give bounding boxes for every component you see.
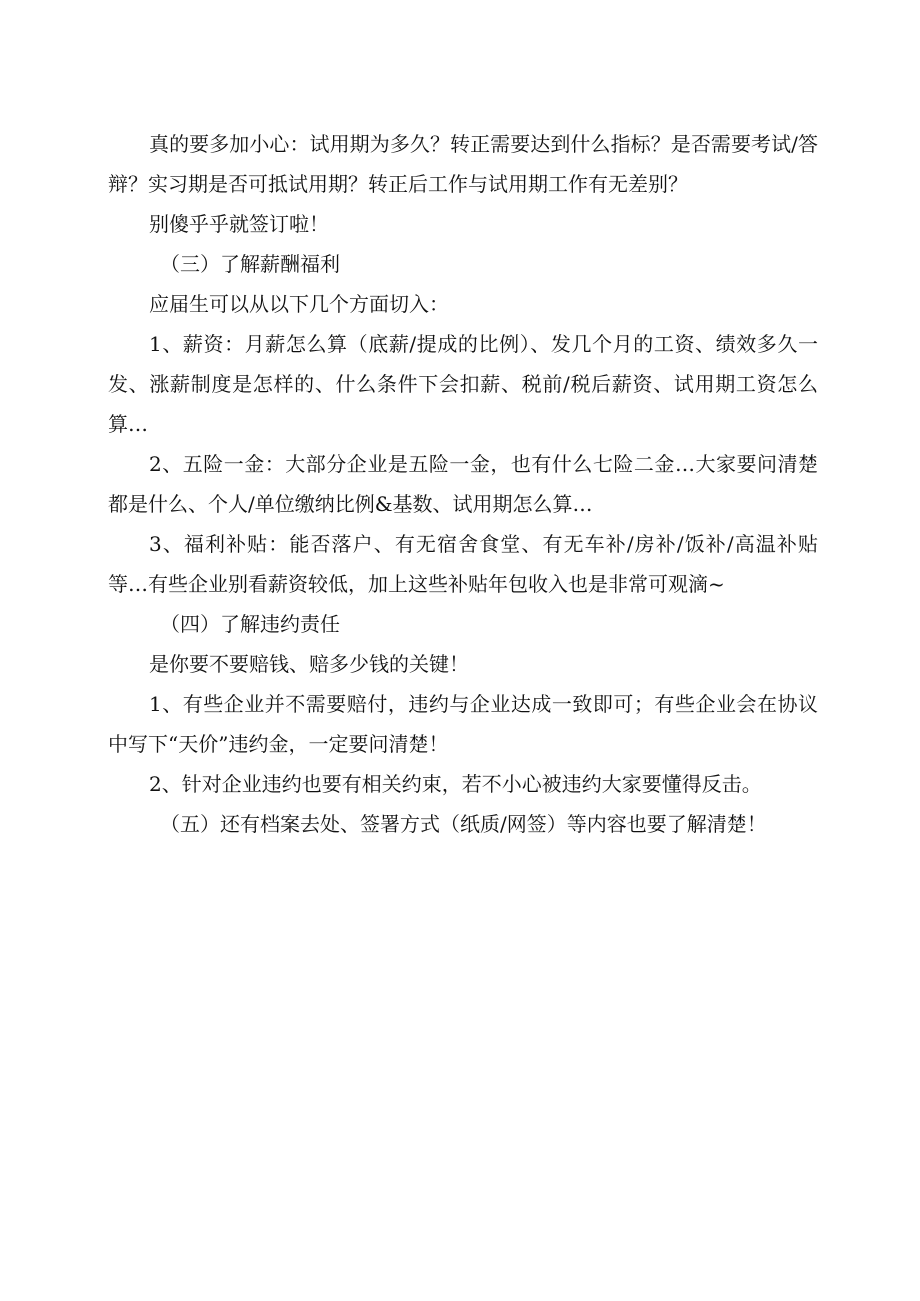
document-body: [108, 124, 818, 844]
paragraph-aspects-intro: 应届生可以从以下几个方面切入：: [149, 292, 449, 316]
paragraph-dont-sign-hastily: 别傻乎乎就签订啦！: [149, 212, 329, 236]
paragraph-employer-breach: 2、针对企业违约也要有相关约束，若不小心被违约大家要懂得反击。: [149, 772, 762, 796]
paragraph-benefits-subsidies: 3、福利补贴：能否落户、有无宿舍食堂、有无车补/房补/饭补/高温补贴等…有些企业别看薪资较低，加上这些补贴年包收入也是非常可观滴~: [108, 532, 818, 596]
paragraph-social-insurance: 2、五险一金：大部分企业是五险一金，也有什么七险二金…大家要问清楚都是什么、个人/单位缴纳比例&基数、试用期怎么算…: [108, 452, 818, 516]
section-heading-breach-liability: （四）了解违约责任: [160, 612, 340, 636]
paragraph-penalty: 1、有些企业并不需要赔付，违约与企业达成一致即可；有些企业会在协议中写下“天价”违约金，一定要问清楚！: [108, 692, 818, 756]
paragraph-probation-questions: 真的要多加小心：试用期为多久？转正需要达到什么指标？是否需要考试/答辩？实习期是否可抵试用期？转正后工作与试用期工作有无差别？: [108, 132, 818, 196]
paragraph-compensation-key: 是你要不要赔钱、赔多少钱的关键！: [149, 652, 469, 676]
section-heading-archive-signing: （五）还有档案去处、签署方式（纸质/网签）等内容也要了解清楚！: [160, 812, 767, 836]
section-heading-salary-benefits: （三）了解薪酬福利: [160, 252, 340, 276]
paragraph-salary: 1、薪资：月薪怎么算（底薪/提成的比例）、发几个月的工资、绩效多久一发、涨薪制度是怎样的、什么条件下会扣薪、税前/税后薪资、试用期工资怎么算…: [108, 332, 818, 436]
